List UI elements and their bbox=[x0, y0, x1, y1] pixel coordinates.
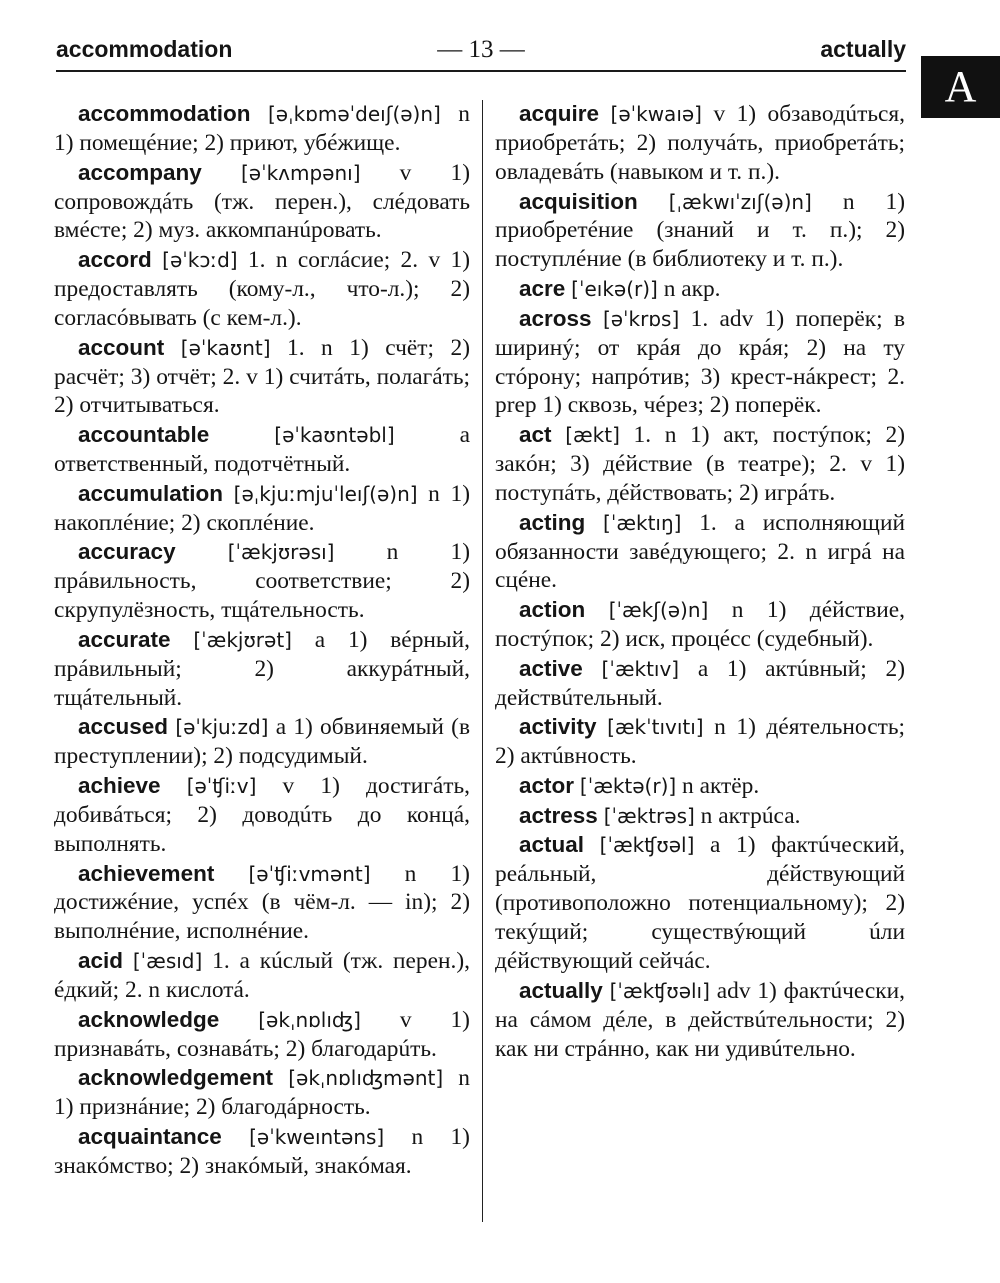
dictionary-entry bbox=[495, 100, 905, 187]
dictionary-entry bbox=[54, 1123, 470, 1181]
entry-transcription: [əˈʧiːv] bbox=[186, 774, 257, 799]
entry-headword: actually bbox=[519, 977, 603, 1003]
dictionary-entry bbox=[54, 1064, 470, 1122]
entry-definition: a 1) обвиняемый (в преступлении); 2) подсудимый. bbox=[54, 714, 470, 770]
dictionary-entry bbox=[54, 538, 470, 625]
entry-transcription: [əˌkjuːmjuˈleıʃ(ə)n] bbox=[233, 481, 418, 506]
header-last-word: actually bbox=[820, 36, 906, 62]
entry-definition: n 1) прáвильность, соответствие; 2) скрупулёзность, тщáтельность. bbox=[54, 539, 470, 624]
entry-transcription: [əkˌnɒlıʤmənt] bbox=[288, 1066, 444, 1091]
dictionary-entry bbox=[495, 772, 905, 801]
entry-headword: accurate bbox=[78, 626, 171, 652]
letter-index-tab: A bbox=[921, 56, 1000, 118]
left-column bbox=[54, 100, 470, 1181]
entry-headword: accused bbox=[78, 714, 169, 740]
dictionary-entry bbox=[495, 509, 905, 596]
entry-definition: 1. a исполняющий обязанности завéдующего; 2. n игрá на сцéне. bbox=[495, 509, 905, 594]
entry-definition: n 1) дéятельность; 2) актúвность. bbox=[495, 714, 905, 770]
entry-definition: n 1) накоплéние; 2) скоплéние. bbox=[54, 480, 470, 536]
entry-transcription: [ækt] bbox=[565, 423, 620, 448]
dictionary-entry bbox=[54, 626, 470, 713]
dictionary-entry bbox=[495, 188, 905, 275]
entry-headword: accuracy bbox=[78, 539, 176, 565]
entry-definition: n акр. bbox=[657, 276, 721, 303]
entry-definition: n 1) знакóмство; 2) знакóмый, знакóмая. bbox=[54, 1123, 470, 1179]
entry-transcription: [ˈækjʊrəsı] bbox=[227, 540, 335, 565]
dictionary-entry bbox=[495, 713, 905, 771]
entry-definition: a 1) фактúческий, реáльный, дéйствующий (противоположно потенциальному); 2) текýщий; существýющий úли дéйствующий сейчáс. bbox=[495, 832, 905, 975]
entry-transcription: [ˈæktıv] bbox=[601, 656, 680, 681]
entry-transcription: [əˈkwaıə] bbox=[610, 102, 702, 126]
entry-definition: n актрúса. bbox=[694, 802, 801, 829]
entry-transcription: [ækˈtıvıtı] bbox=[607, 715, 704, 740]
entry-headword: acting bbox=[519, 509, 586, 535]
entry-definition: 1. a кúслый (тж. перен.), éдкий; 2. n кислотá. bbox=[54, 948, 471, 1003]
entry-headword: actual bbox=[519, 832, 585, 858]
dictionary-entry bbox=[495, 421, 905, 508]
dictionary-entry bbox=[495, 275, 905, 304]
dictionary-entry bbox=[54, 713, 470, 771]
entry-transcription: [ˈækʧʊəl] bbox=[599, 833, 695, 858]
entry-transcription: [əkˌnɒlıʤ] bbox=[258, 1007, 361, 1032]
header-first-word: accommodation bbox=[56, 36, 233, 62]
entry-headword: acknowledgement bbox=[78, 1065, 274, 1091]
entry-transcription: [ˈeıkə(r)] bbox=[571, 277, 658, 302]
entry-transcription: [əˈkʌmpənı] bbox=[240, 160, 361, 185]
dictionary-entry bbox=[54, 772, 470, 859]
entry-definition: v 1) достигáть, добивáться; 2) доводúть до концá, выполнять. bbox=[54, 773, 470, 857]
entry-transcription: [ˌækwıˈzıʃ(ə)n] bbox=[668, 189, 812, 214]
entry-transcription: [ˈækʧʊəlı] bbox=[609, 978, 710, 1003]
entry-headword: accord bbox=[78, 247, 152, 273]
entry-transcription: [əˈʧiːvmənt] bbox=[248, 861, 371, 886]
entry-definition: n 1) достижéние, успéх (в чём-л. — in); 2) выполнéние, исполнéние. bbox=[54, 860, 470, 945]
entry-headword: action bbox=[519, 597, 586, 623]
entry-headword: achieve bbox=[78, 773, 161, 799]
entry-headword: accountable bbox=[78, 422, 210, 448]
entry-headword: accompany bbox=[78, 159, 202, 185]
entry-definition: n 1) помещéние; 2) приют, убéжище. bbox=[54, 101, 470, 156]
entry-headword: accommodation bbox=[78, 101, 251, 126]
entry-transcription: [əˈkaʊntəbl] bbox=[274, 423, 395, 448]
entry-definition: n 1) признáние; 2) благодáрность. bbox=[54, 1065, 470, 1121]
entry-transcription: [ˈæktrəs] bbox=[603, 803, 695, 828]
dictionary-entry bbox=[54, 1006, 470, 1064]
dictionary-entry bbox=[54, 421, 470, 479]
entry-definition: a ответственный, подотчётный. bbox=[54, 422, 470, 478]
entry-headword: acknowledge bbox=[78, 1006, 220, 1032]
entry-transcription: [əˈkjuːzd] bbox=[175, 715, 269, 740]
entry-transcription: [əˈkrɒs] bbox=[602, 306, 680, 331]
entry-headword: active bbox=[519, 655, 583, 681]
entry-definition: n 1) дéйствие, постýпок; 2) иск, процéсс (судебный). bbox=[495, 597, 905, 653]
entry-headword: actress bbox=[519, 802, 598, 828]
dictionary-entry bbox=[54, 947, 470, 1005]
entry-transcription: [əˈkaʊnt] bbox=[180, 335, 271, 360]
dictionary-entry bbox=[54, 246, 470, 333]
entry-definition: v 1) обзавoдúться, приобретáть; 2) получáть, приобретáть; овладевáть (навыком и т. п.). bbox=[495, 101, 905, 185]
entry-headword: acquisition bbox=[519, 188, 638, 214]
entry-definition: n актёр. bbox=[676, 773, 760, 800]
dictionary-entry bbox=[495, 977, 905, 1064]
entry-definition: a 1) вéрный, прáвильный; 2) аккурáтный, тщáтельный. bbox=[54, 626, 470, 711]
entry-definition: v 1) признавáть, сознавáть; 2) благодарúть. bbox=[54, 1006, 470, 1062]
entry-headword: acre bbox=[519, 276, 566, 302]
entry-definition: 1. adv 1) поперёк; в ширинý; от крáя до крáя; 2) на ту стóрону; напрóтив; 3) крест-нáкрест; 2. prep 1) сквозь, чéрез; 2) поперёк. bbox=[495, 305, 905, 419]
dictionary-entry bbox=[495, 802, 905, 831]
entry-definition: 1. n соглáсие; 2. v 1) предоставлять (кому-л., что-л.); 2) согласóвывать (с кем-л.). bbox=[54, 247, 470, 331]
dictionary-entry bbox=[495, 655, 905, 713]
dictionary-entry bbox=[54, 860, 470, 947]
entry-headword: accumulation bbox=[78, 480, 224, 506]
entry-transcription: [ˈæsıd] bbox=[132, 949, 203, 974]
entry-headword: achievement bbox=[78, 860, 215, 886]
dictionary-entry bbox=[495, 305, 905, 421]
entry-definition: adv 1) фактúчески, на сáмом дéле, в действúтельности; 2) как ни стрáнно, как ни удивúтельно. bbox=[495, 977, 905, 1062]
column-divider bbox=[482, 100, 483, 1222]
entry-transcription: [əˈkweıntəns] bbox=[249, 1124, 385, 1149]
entry-headword: actor bbox=[519, 773, 575, 799]
entry-definition: 1. n 1) акт, постýпок; 2) закóн; 3) дéйствие (в театре); 2. v 1) поступáть, дéйствовать; 2) игрáть. bbox=[495, 422, 905, 506]
dictionary-entry bbox=[54, 100, 470, 158]
entry-transcription: [əˈkɔːd] bbox=[162, 248, 238, 273]
entry-headword: act bbox=[519, 422, 552, 448]
entry-definition: a 1) актúвный; 2) действúтельный. bbox=[495, 655, 905, 711]
entry-headword: activity bbox=[519, 714, 597, 740]
entry-headword: acquaintance bbox=[78, 1123, 222, 1149]
entry-transcription: [ˈækjʊrət] bbox=[193, 627, 292, 652]
entry-headword: across bbox=[519, 305, 592, 331]
right-column bbox=[495, 100, 905, 1064]
entry-transcription: [əˌkɒməˈdeıʃ(ə)n] bbox=[268, 102, 441, 126]
entry-headword: account bbox=[78, 334, 165, 360]
entry-definition: 1. n 1) счёт; 2) расчёт; 3) отчёт; 2. v 1) считáть, полагáть; 2) отчитываться. bbox=[54, 334, 470, 419]
dictionary-entry bbox=[54, 480, 470, 538]
entry-headword: acquire bbox=[519, 101, 600, 126]
page-header bbox=[56, 34, 906, 72]
dictionary-entry bbox=[495, 596, 905, 654]
entry-definition: n 1) приобретéние (знаний и т. п.); 2) поступлéние (в библиотеку и т. п.). bbox=[495, 188, 905, 273]
dictionary-entry bbox=[495, 831, 905, 976]
page-number: — 13 — bbox=[437, 36, 525, 63]
entry-transcription: [ˈæktıŋ] bbox=[603, 510, 682, 535]
entry-headword: acid bbox=[78, 948, 124, 974]
entry-definition: v 1) сопровождáть (тж. перен.), слéдовать вмéсте; 2) муз. аккомпанúровать. bbox=[54, 159, 470, 244]
dictionary-entry bbox=[54, 159, 470, 246]
dictionary-entry bbox=[54, 334, 470, 421]
entry-transcription: [ˈækʃ(ə)n] bbox=[608, 598, 709, 623]
entry-transcription: [ˈæktə(r)] bbox=[579, 774, 677, 799]
